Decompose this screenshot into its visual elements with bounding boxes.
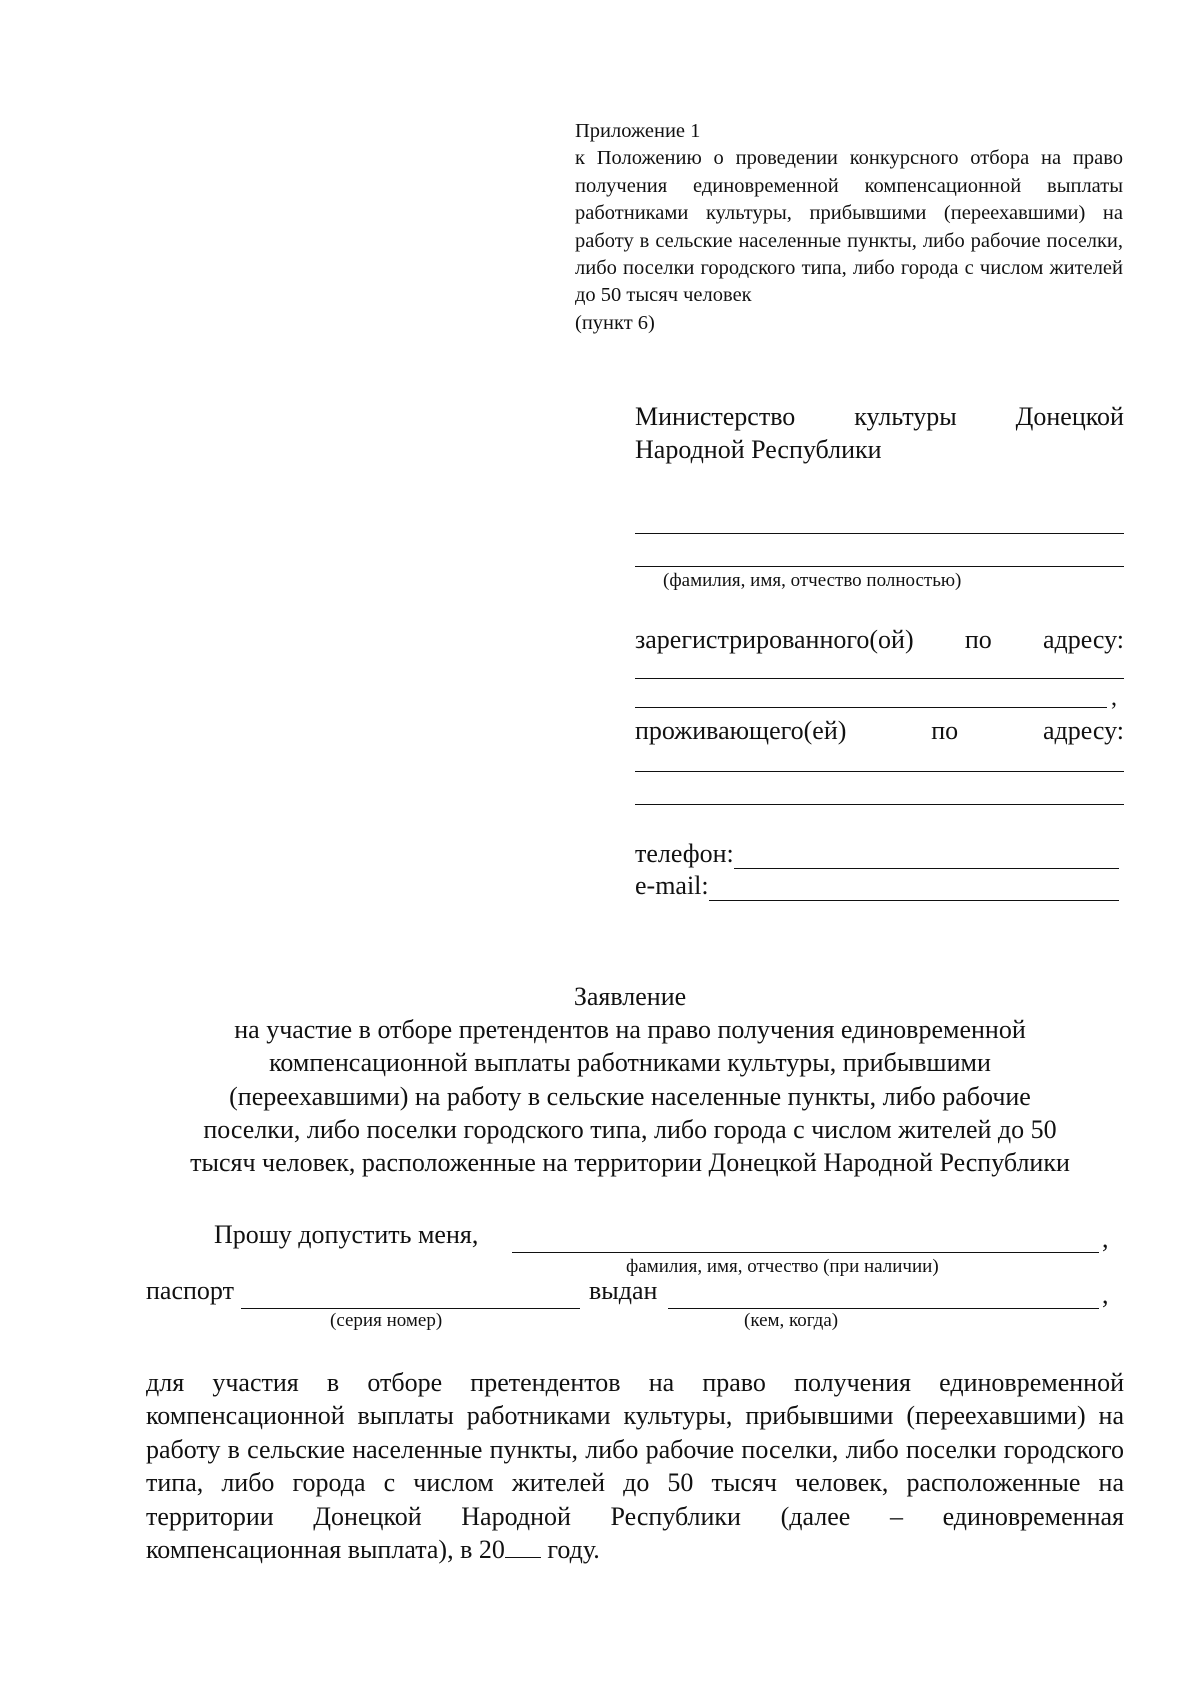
annex-title: Приложение 1	[575, 120, 701, 142]
addressee-block	[635, 400, 1124, 901]
ministry-word: Донецкой	[1015, 402, 1124, 431]
passport-series-field[interactable]	[241, 1308, 580, 1309]
request-intro: Прошу допустить меня,	[214, 1220, 479, 1249]
statement-subtitle-line: (переехавшими) на работу в сельские населенные пункты, либо рабочие	[229, 1081, 1031, 1111]
request-body-paragraph	[146, 1366, 1124, 1566]
living-address-line-2[interactable]	[635, 804, 1124, 805]
email-row	[635, 871, 1119, 901]
statement-title-block	[135, 980, 1125, 1179]
address-comma: ,	[1111, 685, 1117, 711]
phone-field[interactable]	[734, 844, 1119, 869]
fio-line-2[interactable]	[635, 566, 1124, 567]
phone-row	[635, 839, 1119, 869]
ministry-line-2: Народной Республики	[635, 435, 882, 464]
annex-body: к Положению о проведении конкурсного отбора на право получения единовременной компенсационной выплаты работниками культуры, прибывшими (переехавшими) на работу в сельские населенные пункты, либо рабочие поселки, либо поселки городского типа, либо города с числом жителей до 50 тысяч человек	[575, 147, 1123, 307]
issued-caption: (кем, когда)	[744, 1310, 839, 1331]
annex-header	[575, 118, 1123, 337]
passport-label: паспорт	[146, 1276, 234, 1305]
ministry-word: культуры	[854, 402, 957, 431]
living-address-line-1[interactable]	[635, 771, 1124, 772]
fio-line-1[interactable]	[635, 533, 1124, 534]
request-passport-row	[146, 1276, 1126, 1336]
registered-address-line-2[interactable]	[635, 707, 1107, 708]
statement-subtitle-line: поселки, либо поселки городского типа, либо города с числом жителей до 50	[203, 1114, 1057, 1144]
ministry-word: Министерство	[635, 402, 796, 431]
applicant-fio-field[interactable]	[512, 1252, 1099, 1253]
statement-subtitle-line: на участие в отборе претендентов на право получения единовременной	[234, 1015, 1026, 1045]
body-text: для участия в отборе претендентов на право получения единовременной компенсационной выплаты работниками культуры, прибывшими (переехавшими) на работу в сельские населенные пункты, либо рабочие поселки, либо поселки городского типа, либо города с числом жителей до 50 тысяч человек, расположенные на территории Донецкой Народной Республики (далее – единовременная компенсационная выплата), в 20	[146, 1368, 1124, 1565]
registered-label: зарегистрированного(ой) по адресу:	[635, 625, 1124, 654]
request-name-row	[146, 1220, 1126, 1280]
statement-title: Заявление	[573, 982, 687, 1011]
phone-label: телефон:	[635, 839, 734, 868]
registered-address-row-2	[635, 679, 1124, 709]
body-text-end: году.	[547, 1535, 600, 1565]
passport-comma: ,	[1102, 1280, 1109, 1309]
living-label: проживающего(ей) по адресу:	[635, 716, 1124, 745]
ministry-line-1	[635, 400, 1124, 433]
email-label: e-mail:	[635, 871, 709, 900]
email-field[interactable]	[709, 876, 1119, 901]
statement-subtitle-line: компенсационной выплаты работниками культуры, прибывшими	[269, 1048, 991, 1078]
ministry-name	[635, 400, 1124, 466]
passport-issued-field[interactable]	[668, 1308, 1099, 1309]
series-caption: (серия номер)	[330, 1310, 443, 1331]
year-field[interactable]	[505, 1535, 541, 1558]
applicant-fio-caption: фамилия, имя, отчество (при наличии)	[626, 1256, 939, 1277]
annex-point: (пункт 6)	[575, 311, 655, 334]
issued-label: выдан	[589, 1276, 658, 1305]
request-comma: ,	[1102, 1224, 1109, 1253]
fio-caption: (фамилия, имя, отчество полностью)	[663, 570, 962, 591]
statement-subtitle-line: тысяч человек, расположенные на территории Донецкой Народной Республики	[190, 1148, 1070, 1178]
